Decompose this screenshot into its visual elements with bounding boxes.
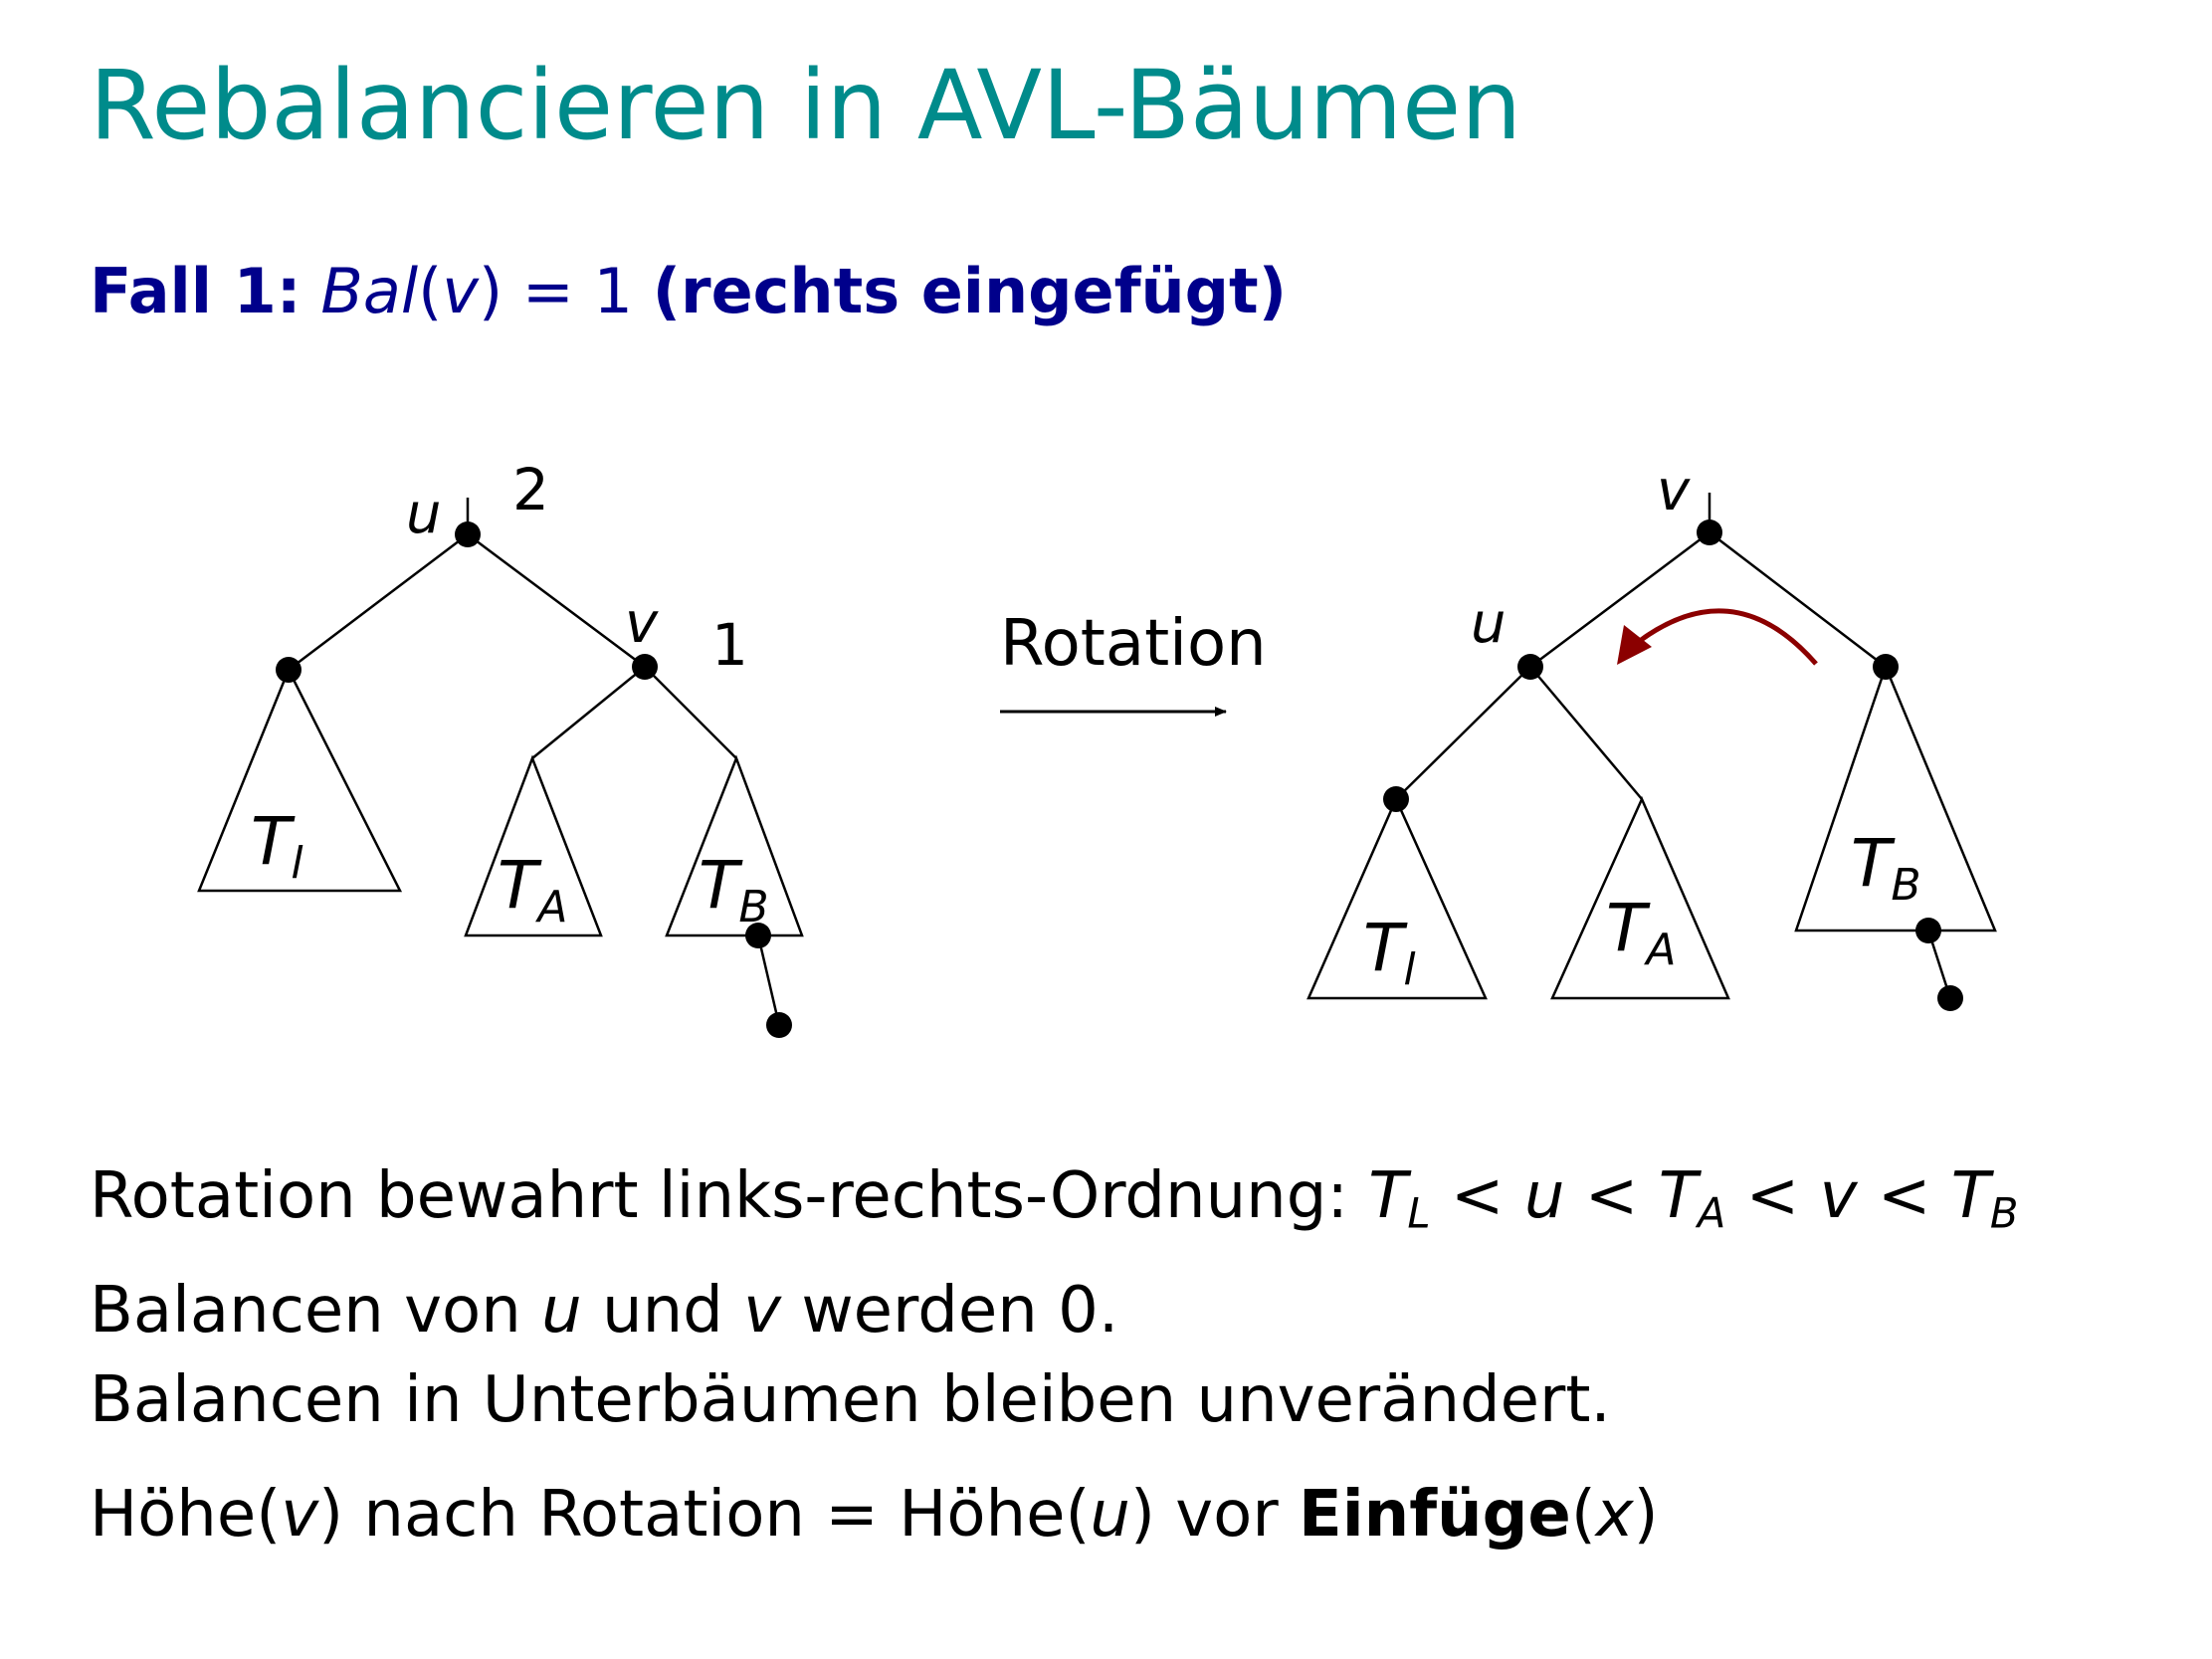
node-u-right xyxy=(1517,654,1543,680)
inserted-edge-left xyxy=(758,935,779,1025)
page-title: Rebalancieren in AVL-Bäumen xyxy=(90,50,1522,161)
height-c: ) vor xyxy=(1129,1478,1299,1552)
edge-u-left xyxy=(289,534,468,670)
ordering-u: u xyxy=(1523,1159,1565,1233)
ordering-t1: T xyxy=(1368,1159,1408,1233)
node-inserted-right xyxy=(1937,985,1963,1011)
ordering-s2: A xyxy=(1697,1188,1726,1238)
subtree-label-tb-right: $T_B$ xyxy=(1851,825,1921,911)
subtree-label-tb-left: $T_B$ xyxy=(699,847,769,933)
right-tree xyxy=(1308,493,1995,998)
ordering-line xyxy=(90,1159,2019,1238)
label-v-left: v xyxy=(625,591,659,656)
balance-v-left: 1 xyxy=(711,611,748,679)
left-tree xyxy=(199,498,802,1025)
subtree-label-ta-left: $T_A$ xyxy=(498,847,568,933)
balances-u: u xyxy=(541,1274,582,1348)
label-v-right: v xyxy=(1657,459,1691,523)
ordering-t3: T xyxy=(1950,1159,1990,1233)
subtree-label-tl-right: $T_l$ xyxy=(1363,910,1416,995)
balances-a: Balancen von xyxy=(90,1274,542,1348)
case-label: Fall 1: xyxy=(90,255,302,327)
edge-u-v xyxy=(468,534,645,667)
ordering-t2: T xyxy=(1658,1159,1698,1233)
ordering-s3: B xyxy=(1989,1188,2019,1238)
subtree-label-ta-right: $T_A$ xyxy=(1606,890,1677,975)
edge-v-tb xyxy=(645,667,736,758)
height-u: u xyxy=(1090,1478,1130,1552)
node-tb-root-right xyxy=(1873,654,1899,680)
ordering-lt1: < xyxy=(1430,1159,1524,1233)
ordering-s1: L xyxy=(1407,1188,1431,1238)
height-b: ) nach Rotation = Höhe( xyxy=(318,1478,1091,1552)
node-v-right xyxy=(1697,519,1722,545)
height-einfuege: Einfüge xyxy=(1298,1478,1571,1552)
height-e: ) xyxy=(1633,1478,1659,1552)
ordering-lt4: < xyxy=(1857,1159,1951,1233)
height-v: v xyxy=(281,1478,319,1552)
ordering-text: Rotation bewahrt links-rechts-Ordnung: xyxy=(90,1159,1369,1233)
height-x: x xyxy=(1595,1478,1634,1552)
node-v-left xyxy=(632,654,658,680)
bal-equals: = 1 xyxy=(503,255,653,327)
balances-c: werden 0. xyxy=(780,1274,1119,1348)
balance-u-left: 2 xyxy=(512,456,549,523)
rotation-label: Rotation xyxy=(1000,607,1267,681)
node-inserted-left xyxy=(766,1012,792,1038)
node-tb-attach-right xyxy=(1915,918,1941,943)
edge-u-tl-right xyxy=(1396,667,1530,799)
node-u-left xyxy=(455,521,481,547)
subtree-balances-line: Balancen in Unterbäumen bleiben unverändert. xyxy=(90,1363,1611,1437)
balances-v: v xyxy=(743,1274,781,1348)
label-u-right: u xyxy=(1471,591,1507,656)
ordering-lt2: < xyxy=(1564,1159,1659,1233)
label-u-left: u xyxy=(406,482,442,546)
bal-function: Bal xyxy=(320,255,419,327)
edge-v-u-right xyxy=(1530,532,1709,667)
edge-v-ta xyxy=(532,667,645,758)
edge-u-ta-right xyxy=(1530,667,1642,799)
left-tree-nodes xyxy=(276,521,792,1038)
node-left-child xyxy=(276,657,302,683)
bal-paren-close: ) xyxy=(478,255,503,327)
height-d: ( xyxy=(1570,1478,1596,1552)
height-a: Höhe( xyxy=(90,1478,282,1552)
bal-var: v xyxy=(442,255,479,327)
ordering-lt3: < xyxy=(1725,1159,1820,1233)
subtree-label-tl-left: $T_l$ xyxy=(251,803,303,889)
bal-paren-open: ( xyxy=(418,255,443,327)
balances-b: und xyxy=(581,1274,744,1348)
height-line xyxy=(90,1478,1659,1552)
balances-line xyxy=(90,1274,1119,1348)
case-note: (rechts eingefügt) xyxy=(652,255,1288,327)
node-tl-root-right xyxy=(1383,786,1409,812)
rotation-direction-arrow xyxy=(1632,611,1816,664)
rotation-direction-arrowhead xyxy=(1617,625,1652,665)
ordering-v: v xyxy=(1819,1159,1858,1233)
